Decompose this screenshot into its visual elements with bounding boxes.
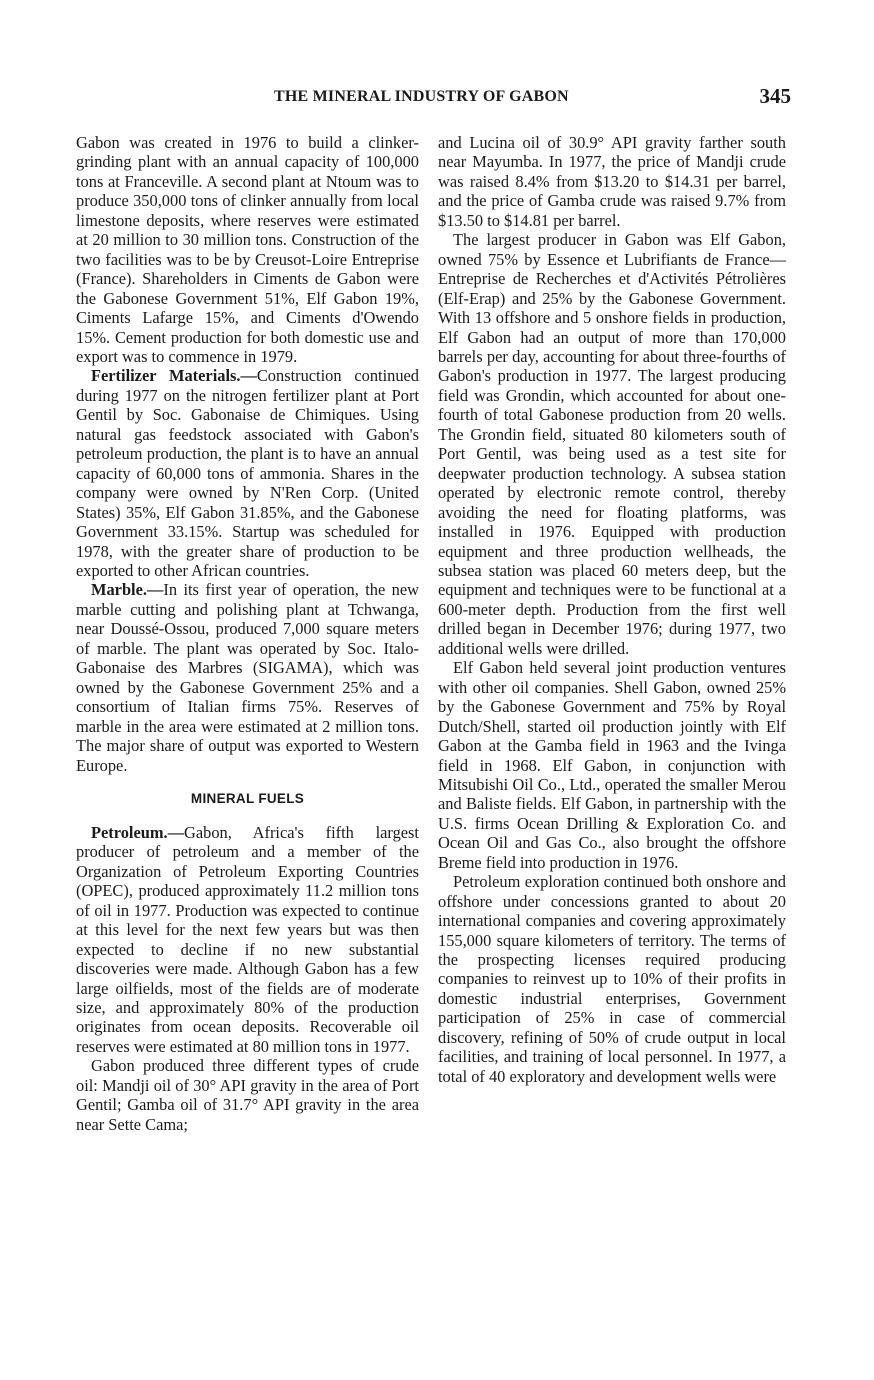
running-head (76, 86, 791, 110)
fertilizer-heading: Fertilizer Materials.— (91, 366, 257, 386)
petroleum-text: Gabon, Africa's fifth largest producer of petroleum and a member of the Organization of Petroleum Exporting Countries (OPEC), produced approximately 11.2 million tons of oil in 1977. Production was expected to continue at this level for the next few years but was then expected to decline if no new substantial discoveries were made. Although Gabon has a few large oilfields, most of the fields are of moderate size, and approximately 80% of the production originates from ocean deposits. Recoverable oil reserves were estimated at 80 million tons in 1977. (76, 822, 419, 1056)
petroleum-heading: Petroleum.— (91, 822, 185, 842)
petroleum-paragraph (76, 823, 419, 1056)
cement-continuation-paragraph: Gabon was created in 1976 to build a clinker-grinding plant with an annual capacity of 100,000 tons at Franceville. A second plant at Ntoum was to produce 350,000 tons of clinker annually from local limestone deposits, where reserves were estimated at 20 million to 30 million tons. Construction of the two facilities was to be by Creusot-Loire Entreprise (France). Shareholders in Ciments de Gabon were the Gabonese Government 51%, Elf Gabon 19%, Ciments Lafarge 15%, and Ciments d'Owendo 15%. Cement production for both domestic use and export was to commence in 1979. (76, 133, 419, 366)
elf-gabon-paragraph: The largest producer in Gabon was Elf Gabon, owned 75% by Essence et Lubrifiants de France—Entreprise de Recherches et d'Activités Pétrolières (Elf-Erap) and 25% by the Gabonese Government. With 13 offshore and 5 onshore fields in production, Elf Gabon had an output of more than 170,000 barrels per day, accounting for about three-fourths of Gabon's production in 1977. The largest producing field was Grondin, which accounted for about one-fourth of total Gabonese production from 20 wells. The Grondin field, situated 80 kilometers south of Port Gentil, was being used as a test site for deepwater production technology. A subsea station operated by electronic remote control, thereby avoiding the need for floating platforms, was installed in 1976. Equipped with production equipment and three production wellheads, the subsea station was placed 60 meters deep, but the equipment and techniques were to be functional at a 600-meter depth. Production from the first well drilled began in December 1976; during 1977, two additional wells were drilled. (438, 230, 786, 658)
fertilizer-paragraph (76, 366, 419, 580)
exploration-paragraph: Petroleum exploration continued both onshore and offshore under concessions granted to about 20 international companies and covering approximately 155,000 square kilometers of territory. The terms of the prospecting licenses required producing companies to reinvest up to 10% of their profits in domestic industrial enterprises, Government participation of 25% in case of commercial discovery, refining of 50% of crude output in local facilities, and training of local personnel. In 1977, a total of 40 exploratory and development wells were (438, 872, 786, 1086)
joint-ventures-paragraph: Elf Gabon held several joint production ventures with other oil companies. Shell Gabon, owned 25% by the Gabonese Government and 75% by Royal Dutch/Shell, started oil production jointly with Elf Gabon at the Gamba field in 1963 and the Ivinga field in 1968. Elf Gabon, in conjunction with Mitsubishi Oil Co., Ltd., operated the smaller Merou and Baliste fields. Elf Gabon, in partnership with the U.S. firms Ocean Drilling & Exploration Co. and Ocean Oil and Gas Co., also brought the offshore Breme field into production in 1976. (438, 658, 786, 872)
running-head-title: THE MINERAL INDUSTRY OF GABON (274, 88, 569, 105)
section-heading-mineral-fuels: MINERAL FUELS (190, 790, 305, 806)
marble-paragraph (76, 580, 419, 775)
left-column (76, 133, 419, 1134)
marble-text: In its first year of operation, the new marble cutting and polishing plant at Tchwanga, near Doussé-Ossou, produced 7,000 square meters of marble. The plant was operated by Soc. Italo-Gabonaise des Marbres (SIGAMA), which was owned by the Gabonese Government 25% and a consortium of Italian firms 75%. Reserves of marble in the area were estimated at 2 million tons. The major share of output was exported to Western Europe. (76, 580, 419, 775)
right-column (438, 133, 786, 1086)
crude-types-paragraph: Gabon produced three different types of crude oil: Mandji oil of 30° API gravity in the area of Port Gentil; Gamba oil of 31.7° API gravity in the area near Sette Cama; (76, 1056, 419, 1134)
crude-prices-paragraph: and Lucina oil of 30.9° API gravity farther south near Mayumba. In 1977, the price of Mandji crude was raised 8.4% from $13.20 to $14.31 per barrel, and the price of Gamba crude was raised 9.7% from $13.50 to $14.81 per barrel. (438, 133, 786, 230)
marble-heading: Marble.— (91, 580, 164, 600)
fertilizer-text: Construction continued during 1977 on the nitrogen fertilizer plant at Port Gentil by Soc. Gabonaise de Chimiques. Using natural gas feedstock associated with Gabon's petroleum production, the plant is to have an annual capacity of 60,000 tons of ammonia. Shares in the company were owned by N'Ren Corp. (United States) 35%, Elf Gabon 31.85%, and the Gabonese Government 33.15%. Startup was scheduled for 1978, with the greater share of production to be exported to other African countries. (76, 366, 420, 580)
page-number: 345 (759, 84, 791, 108)
